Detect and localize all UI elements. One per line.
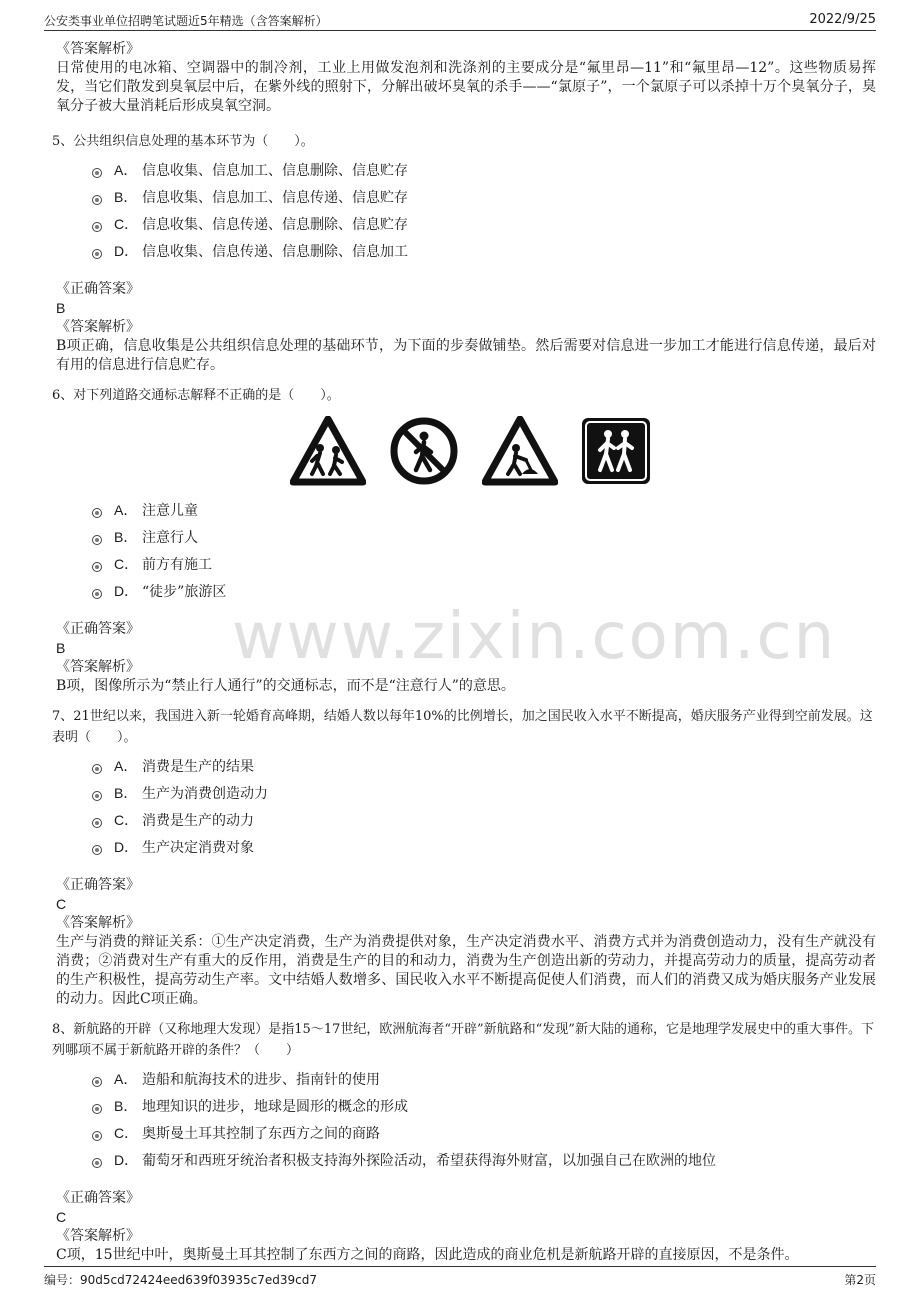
correct-answer: C: [56, 1209, 67, 1225]
radio-icon[interactable]: [92, 535, 102, 545]
option-d[interactable]: D． 葡萄牙和西班牙统治者积极支持海外探险活动，希望获得海外财富，以加强自己在欧洲的地位: [92, 1146, 876, 1173]
option-d[interactable]: D． “徒步”旅游区: [92, 577, 876, 604]
option-a[interactable]: A． 消费是生产的结果: [92, 752, 876, 779]
radio-icon[interactable]: [92, 222, 102, 232]
question-7: [52, 706, 876, 1009]
option-c[interactable]: C． 信息收集、信息传递、信息删除、信息贮存: [92, 210, 876, 237]
radio-icon[interactable]: [92, 1077, 102, 1087]
option-b[interactable]: B． 地理知识的进步，地球是圆形的概念的形成: [92, 1092, 876, 1119]
analysis-label: 《答案解析》: [56, 41, 140, 57]
option-a[interactable]: A． 信息收集、信息加工、信息删除、信息贮存: [92, 156, 876, 183]
question-6: [52, 385, 876, 696]
block-0: [56, 40, 876, 116]
options-list: [92, 156, 876, 264]
page-number: 第2页: [844, 1273, 876, 1287]
analysis-label: 《答案解析》: [56, 319, 140, 335]
correct-answer: B: [56, 300, 66, 316]
option-c[interactable]: C． 奥斯曼土耳其控制了东西方之间的商路: [92, 1119, 876, 1146]
option-b[interactable]: B． 生产为消费创造动力: [92, 779, 876, 806]
correct-answer-label: 《正确答案》: [56, 621, 140, 637]
radio-icon[interactable]: [92, 818, 102, 828]
correct-answer-label: 《正确答案》: [56, 877, 140, 893]
hiking-area-sign-icon: [578, 416, 654, 486]
analysis-label: 《答案解析》: [56, 915, 140, 931]
radio-icon[interactable]: [92, 562, 102, 572]
option-a[interactable]: A． 注意儿童: [92, 496, 876, 523]
no-pedestrians-sign-icon: [386, 416, 462, 486]
radio-icon[interactable]: [92, 508, 102, 518]
analysis-label: 《答案解析》: [56, 1228, 140, 1244]
option-d[interactable]: D． 信息收集、信息传递、信息删除、信息加工: [92, 237, 876, 264]
question-text: 6、对下列道路交通标志解释不正确的是（ ）。: [52, 388, 340, 403]
radio-icon[interactable]: [92, 1131, 102, 1141]
options-list: [92, 752, 876, 860]
road-works-sign-icon: [482, 416, 558, 486]
page-content: [52, 40, 876, 1265]
radio-icon[interactable]: [92, 589, 102, 599]
option-b[interactable]: B． 信息收集、信息加工、信息传递、信息贮存: [92, 183, 876, 210]
radio-icon[interactable]: [92, 195, 102, 205]
question-5: [52, 131, 876, 375]
traffic-signs: [290, 416, 876, 486]
question-text: 7、21世纪以来，我国进入新一轮婚育高峰期，结婚人数以每年10%的比例增长，加之国民收入水平不断提高，婚庆服务产业得到空前发展。这表明（ ）。: [52, 709, 873, 745]
correct-answer: B: [56, 640, 66, 656]
radio-icon[interactable]: [92, 764, 102, 774]
correct-answer-label: 《正确答案》: [56, 281, 140, 297]
analysis-text: C项，15世纪中叶，奥斯曼土耳其控制了东西方之间的商路，因此造成的商业危机是新航路开辟的直接原因，不是条件。: [56, 1247, 799, 1263]
analysis-text: B项，图像所示为“禁止行人通行”的交通标志，而不是“注意行人”的意思。: [56, 678, 515, 694]
analysis-text: 生产与消费的辩证关系：①生产决定消费，生产为消费提供对象，生产决定消费水平、消费方式并为消费创造动力，没有生产就没有消费；②消费对生产有重大的反作用，消费是生产的目的和动力，消费为生产创造出新的劳动力，并提高劳动力的质量，提高劳动者的生产积极性，提高劳动生产率。文中结婚人数增多、国民收入水平不断提高促使人们消费，而人们的消费又成为婚庆服务产业发展的动力。因此C项正确。: [56, 934, 876, 1007]
question-8: [52, 1019, 876, 1265]
radio-icon[interactable]: [92, 249, 102, 259]
document-title: 公安类事业单位招聘笔试题近5年精选（含答案解析）: [44, 14, 328, 28]
document-date: 2022/9/25: [809, 12, 876, 27]
radio-icon[interactable]: [92, 1158, 102, 1168]
page-footer: [44, 1266, 876, 1287]
analysis-label: 《答案解析》: [56, 659, 140, 675]
option-c[interactable]: C． 消费是生产的动力: [92, 806, 876, 833]
page-header: [44, 10, 876, 31]
watermark: www.zixin.com.cn: [232, 600, 837, 674]
radio-icon[interactable]: [92, 168, 102, 178]
question-text: 5、公共组织信息处理的基本环节为（ ）。: [52, 134, 314, 149]
document-code: 编号：90d5cd72424eed639f03935c7ed39cd7: [44, 1273, 317, 1287]
correct-answer-label: 《正确答案》: [56, 1190, 140, 1206]
option-a[interactable]: A． 造船和航海技术的进步、指南针的使用: [92, 1065, 876, 1092]
option-d[interactable]: D． 生产决定消费对象: [92, 833, 876, 860]
analysis-text: B项正确，信息收集是公共组织信息处理的基础环节，为下面的步奏做铺垫。然后需要对信息进一步加工才能进行信息传递，最后对有用的信息进行信息贮存。: [56, 338, 876, 373]
options-list: [92, 1065, 876, 1173]
children-warning-sign-icon: [290, 416, 366, 486]
option-b[interactable]: B． 注意行人: [92, 523, 876, 550]
question-text: 8、新航路的开辟（又称地理大发现）是指15～17世纪，欧洲航海者“开辟”新航路和“发现”新大陆的通称，它是地理学发展史中的重大事件。下列哪项不属于新航路开辟的条件？（ ）: [52, 1022, 874, 1058]
options-list: [92, 496, 876, 604]
option-c[interactable]: C． 前方有施工: [92, 550, 876, 577]
radio-icon[interactable]: [92, 1104, 102, 1114]
radio-icon[interactable]: [92, 791, 102, 801]
analysis-text: 日常使用的电冰箱、空调器中的制冷剂，工业上用做发泡剂和洗涤剂的主要成分是“氟里昂—11”和“氟里昂—12”。这些物质易挥发，当它们散发到臭氧层中后，在紫外线的照射下，分解出破坏臭氧的杀手——“氯原子”，一个氯原子可以杀掉十万个臭氧分子，臭氧分子被大量消耗后形成臭氧空洞。: [56, 60, 876, 114]
correct-answer: C: [56, 896, 67, 912]
radio-icon[interactable]: [92, 845, 102, 855]
